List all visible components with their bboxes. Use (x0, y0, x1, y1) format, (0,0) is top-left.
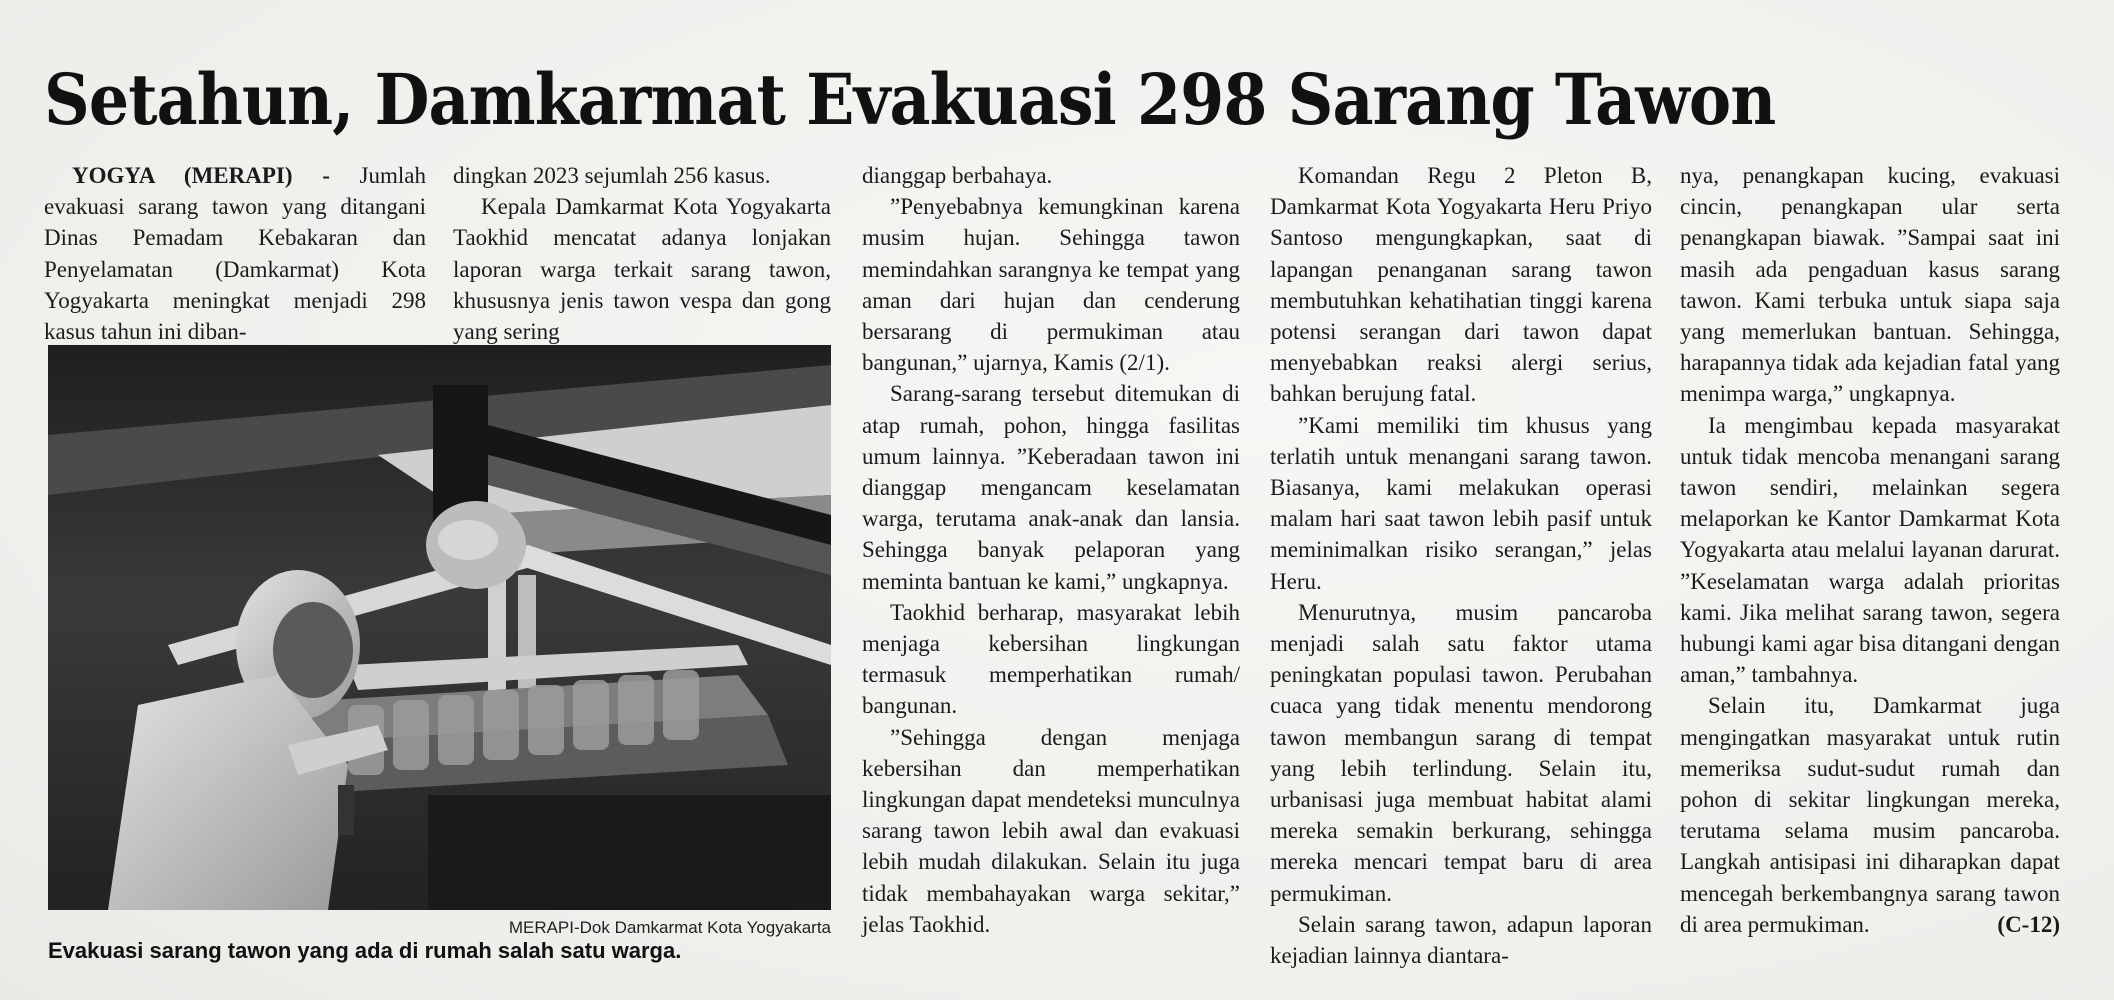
paragraph: ”Sehingga dengan menjaga kebersihan dan memperhatikan lingkungan dapat mendeteksi munculnya sarang tawon lebih awal dan evakuasi lebih mudah dilakukan. Selain itu juga tidak membahayakan warga sekitar,” jelas Taokhid. (862, 724, 1240, 937)
photo-caption: Evakuasi sarang tawon yang ada di rumah salah satu warga. (48, 938, 682, 963)
paragraph: Kepala Damkarmat Kota Yogyakarta Taokhid mencatat adanya lonjakan laporan warga terkait sarang tawon, khususnya jenis tawon vespa dan gong yang sering (453, 194, 831, 345)
paragraph (1680, 690, 2060, 940)
paragraph-text: Selain itu, Damkarmat juga mengingatkan masyarakat untuk rutin memeriksa sudut-sudut rumah dan pohon di sekitar lingkungan mereka, terutama selama musim pancaroba. Langkah antisipasi ini diharapkan dapat mencegah berkembangnya sarang tawon di area permukiman. (1680, 693, 2060, 937)
article-column-1 (44, 160, 426, 347)
article-column-4 (1270, 160, 1652, 971)
article-column-3 (862, 160, 1240, 940)
article-headline: Setahun, Damkarmat Evakuasi 298 Sarang Tawon (44, 58, 1776, 141)
paragraph: nya, penangkapan kucing, evakuasi cincin, penangkapan ular serta penangkapan biawak. ”Sampai saat ini masih ada pengaduan kasus sarang tawon. Kami terbuka untuk siapa saja yang memerlukan bantuan. Sehingga, harapannya tidak ada kejadian fatal yang menimpa warga,” ungkapnya. (1680, 163, 2060, 407)
paragraph: Ia mengimbau kepada masyarakat untuk tidak mencoba menangani sarang tawon sendiri, melainkan segera melaporkan ke Kantor Damkarmat Kota Yogyakarta atau melalui layanan darurat. ”Keselamatan warga adalah prioritas kami. Jika melihat sarang tawon, segera hubungi kami agar bisa ditangani dengan aman,” tambahnya. (1680, 412, 2060, 688)
dateline: YOGYA (MERAPI) - (72, 163, 330, 188)
wasp-nest-evacuation-photo (48, 345, 831, 910)
author-signoff: (C-12) (1997, 911, 2060, 937)
lead-paragraph (44, 160, 426, 347)
article-column-5 (1680, 160, 2060, 940)
paragraph: Taokhid berharap, masyarakat lebih menjaga kebersihan lingkungan termasuk memperhatikan rumah/ bangunan. (862, 599, 1240, 719)
paragraph: Menurutnya, musim pancaroba menjadi salah satu faktor utama peningkatan populasi tawon. Perubahan cuaca yang tidak menentu mendorong tawon membangun sarang di tempat yang lebih terlindung. Selain itu, urbanisasi juga membuat habitat alami mereka semakin berkurang, sehingga mereka mencari tempat baru di area permukiman. (1270, 599, 1652, 906)
paragraph: ”Penyebabnya kemungkinan karena musim hujan. Sehingga tawon memindahkan sarangnya ke tempat yang aman dari hujan dan cenderung bersarang di permukiman atau bangunan,” ujarnya, Kamis (2/1). (862, 194, 1240, 376)
photo-credit: MERAPI-Dok Damkarmat Kota Yogyakarta (508, 918, 831, 937)
article-photo (48, 345, 831, 910)
article-column-2 (453, 160, 831, 347)
lead-text: Jumlah evakuasi sarang tawon yang ditangani Dinas Pemadam Kebakaran dan Penyelamatan (Damkarmat) Kota Yogyakarta meningkat menjadi 298 kasus tahun ini diban- (44, 163, 426, 345)
paragraph: dianggap berbahaya. (862, 163, 1053, 188)
paragraph: Sarang-sarang tersebut ditemukan di atap rumah, pohon, hingga fasilitas umum lainnya. ”Keberadaan tawon ini dianggap mengancam keselamatan warga, terutama anak-anak dan lansia. Sehingga banyak pelaporan yang meminta bantuan ke kami,” ungkapnya. (862, 381, 1240, 594)
paragraph: ”Kami memiliki tim khusus yang terlatih untuk menangani sarang tawon. Biasanya, kami melakukan operasi malam hari saat tawon lebih pasif untuk meminimalkan risiko serangan,” jelas Heru. (1270, 412, 1652, 594)
paragraph: dingkan 2023 sejumlah 256 kasus. (453, 163, 771, 188)
paragraph: Selain sarang tawon, adapun laporan kejadian lainnya diantara- (1270, 911, 1652, 969)
paragraph: Komandan Regu 2 Pleton B, Damkarmat Kota Yogyakarta Heru Priyo Santoso mengungkapkan, saat di lapangan penanganan sarang tawon membutuhkan kehatihatian tinggi karena potensi serangan dari tawon dapat menyebabkan reaksi alergi serius, bahkan berujung fatal. (1270, 163, 1652, 407)
